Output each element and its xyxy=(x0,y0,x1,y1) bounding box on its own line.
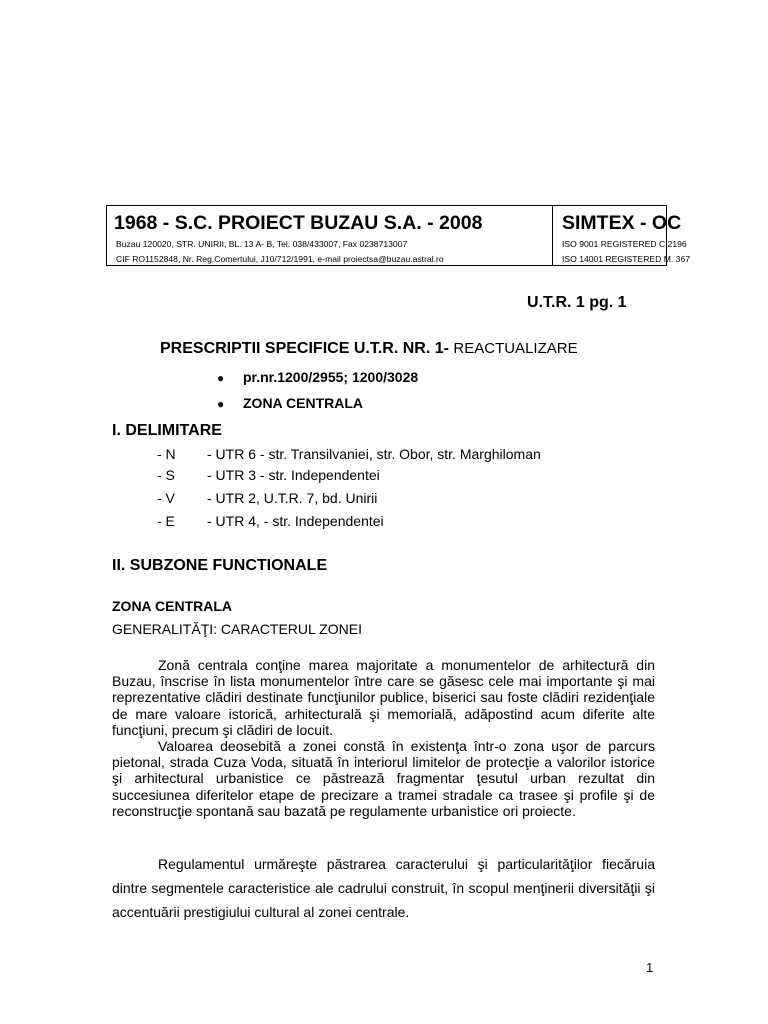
page-number: 1 xyxy=(646,960,654,975)
delimitation-row xyxy=(157,467,380,483)
paragraph-3: Regulamentul urmăreşte păstrarea caracterului şi particularităţilor fiecăruia dintre segmentele caracteristice ale cadrului construit, în scopul menţinerii diversităţii şi accentuării prestigiului cultural al zonei centrale. xyxy=(112,856,655,920)
company-registration: CIF RO1152848, Nr. Reg.Comertului, J10/712/1991, e-mail proiectsa@buzau.astral.ro xyxy=(116,254,444,264)
paragraph-1: Zonă centrala conţine marea majoritate a monumentelor de arhitectură din Buzau, înscrise în lista monumentelor între care se găsesc cele mai importante şi mai reprezentative clădiri destinate funcţiunilor publice, biserici sau foste clădiri rezidenţiale de mare valoare istorică, arhitecturală şi memorială, adăpostind acum diferite alte funcţiuni, precum şi clădiri de locuit. xyxy=(112,657,655,738)
iso-9001: ISO 9001 REGISTERED C.2196 xyxy=(562,239,687,249)
bullet-item xyxy=(217,369,418,385)
delimitation-row xyxy=(157,490,377,506)
letterhead-divider xyxy=(552,206,553,265)
body-text xyxy=(112,657,655,819)
company-address: Buzau 120020, STR. UNIRII, BL. 13 A- B, Tel. 038/433007, Fax 0238713007 xyxy=(116,239,408,249)
direction: - E xyxy=(157,513,175,529)
company-title: 1968 - S.C. PROIECT BUZAU S.A. - 2008 xyxy=(114,212,483,234)
direction: - S xyxy=(157,467,175,483)
page-reference: U.T.R. 1 pg. 1 xyxy=(527,294,627,311)
paragraph-2: Valoarea deosebită a zonei constă în existenţa într-o zona uşor de parcurs pietonal, strada Cuza Voda, situată în interiorul limitelor de protecţie a valorilor istorice şi arhitectural urbanistice ce păstrează fragmentar ţesutul urban rezultat din succesiunea diferitelor etape de precizare a tramei stradale ca trasee şi profile şi de reconstrucţie spontană sau bazată pe regulamente urbanistice ori proiecte. xyxy=(112,738,655,819)
bullet-dot-icon: ● xyxy=(217,397,225,411)
document-title-main: PRESCRIPTII SPECIFICE U.T.R. NR. 1- xyxy=(160,340,449,357)
bullet-item xyxy=(217,395,363,411)
letterhead-box xyxy=(106,205,691,266)
project-numbers: pr.nr.1200/2955; 1200/3028 xyxy=(243,369,419,385)
iso-14001: ISO 14001 REGISTERED M. 367 xyxy=(562,254,691,264)
direction: - N xyxy=(157,446,176,462)
section-heading-subzone: II. SUBZONE FUNCTIONALE xyxy=(112,557,328,574)
boundary: - UTR 6 - str. Transilvaniei, str. Obor, str. Marghiloman xyxy=(207,446,541,462)
zone-name: ZONA CENTRALA xyxy=(243,395,364,411)
direction: - V xyxy=(157,490,175,506)
generalities-heading: GENERALITĂŢI: CARACTERUL ZONEI xyxy=(112,621,362,637)
partner-company: SIMTEX - OC xyxy=(562,212,682,234)
delimitation-row xyxy=(157,513,384,529)
body-text-final xyxy=(112,852,655,924)
boundary: - UTR 2, U.T.R. 7, bd. Unirii xyxy=(207,490,378,506)
section-heading-delimitare: I. DELIMITARE xyxy=(112,422,222,439)
document-title xyxy=(160,340,578,358)
boundary: - UTR 4, - str. Independentei xyxy=(207,513,384,529)
document-title-suffix: REACTUALIZARE xyxy=(453,340,578,357)
bullet-dot-icon: ● xyxy=(217,371,225,385)
subsection-heading: ZONA CENTRALA xyxy=(112,598,233,614)
boundary: - UTR 3 - str. Independentei xyxy=(207,467,380,483)
delimitation-row xyxy=(157,446,541,462)
